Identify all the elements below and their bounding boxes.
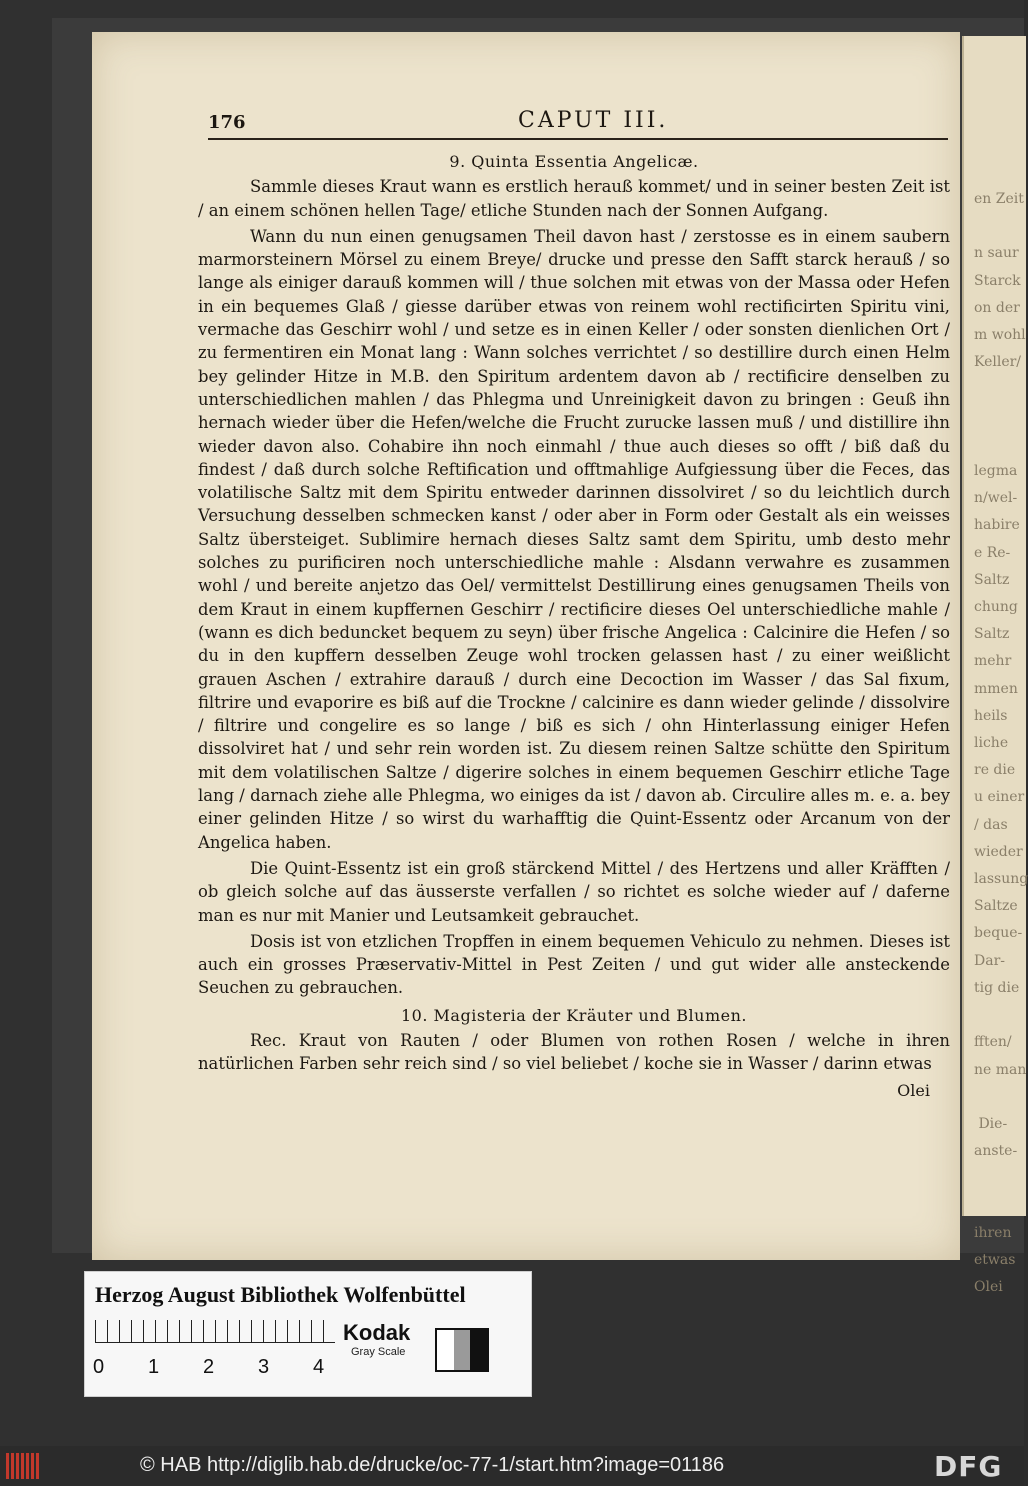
paragraph-recipe: Rec. Kraut von Rauten / oder Blumen von rothen Rosen / welche in ihren natürlichen Farben sehr reich sind / so viel beliebet / koche sie in Wasser / darinn etwas (198, 1030, 950, 1074)
barcode-icon (6, 1453, 40, 1479)
next-page-edge (962, 36, 1028, 1296)
next-page-text-fragment: en Zeit n saur Starck on der m wohl Keller/ legma n/wel- habire e Re- Saltz chung Saltz mehr mmen heils liche re die u einer / das wieder lassung Saltze beque- Dar- tig die fften/ ne man Die- anste- ihren etwas Olei (974, 191, 1028, 1296)
footer-copyright-link[interactable]: © HAB http://diglib.hab.de/drucke/oc-77-1/start.htm?image=01186 (140, 1454, 725, 1476)
library-name: Herzog August Bibliothek Wolfenbüttel (95, 1282, 466, 1307)
ruler-number: 2 (203, 1356, 215, 1378)
dfg-logo: DFG (934, 1450, 1003, 1483)
gray-patch-white (437, 1330, 454, 1370)
gray-patch-black (470, 1330, 487, 1370)
catchword: Olei (897, 1080, 930, 1100)
footer-bar (0, 1446, 1024, 1486)
section-heading-9: 9. Quinta Essentia Angelicæ. (449, 152, 699, 171)
running-head (208, 108, 948, 140)
text-block (198, 150, 950, 1102)
gray-patch-mid (454, 1330, 471, 1370)
ruler-number: 3 (258, 1356, 270, 1378)
chapter-title: CAPUT III. (518, 108, 669, 133)
paragraph-dosis: Dosis ist von etzlichen Tropffen in einem bequemen Vehiculo zu nehmen. Dieses ist auch ein grosses Præservativ-Mittel in Pest Zeiten / und gut wider alle ansteckende Seuchen zu gebrauchen. (198, 931, 950, 998)
ruler-number: 4 (313, 1356, 325, 1378)
ruler-number: 1 (148, 1356, 160, 1378)
section-heading-10: 10. Magisteria der Kräuter und Blumen. (401, 1005, 747, 1025)
scale-ruler (95, 1320, 335, 1343)
gray-scale-patches (435, 1328, 489, 1372)
ruler-number: 0 (93, 1356, 105, 1378)
kodak-brand: Kodak (343, 1320, 411, 1345)
library-label (84, 1271, 532, 1397)
paragraph-procedure: Wann du nun einen genugsamen Theil davon hast / zerstosse es in einem saubern marmorsteinern Mörsel zu einem Breye/ drucke und presse den Safft starck herauß / so lange als einiger darauß kommen will / thue solchen mit etwas von der Massa oder Hefen in ein bequemes Glaß / giesse darüber etwas von reinem wohl rectificirten Spiritu vini, vermache das Geschirr wohl / und setze es in einen Keller / oder sonsten dienlichen Ort / zu fermentiren ein Monat lang : Wann solches verrichtet / so destillire durch einen Helm bey gelinder Hitze in M.B. den Spiritum ardentem davon ab / rectificire denselben zu unterschiedlichen mahlen / das Phlegma und Unreinigkeit davon zu bringen : Geuß ihn hernach wieder über die Hefen/welche die Frucht zurucke lassen muß / und distillire ihn wieder davon also. Cohabire ihn noch einmahl / thue auch dieses so offt / biß daß du findest / daß durch solche Reftification und offtmahlige Aufgiessung über die Feces, das volatilische Saltz mit dem Spiritu entweder darinnen dissolviret / so du leichtlich durch Versuchung desselben schmecken kanst / oder aber in Form oder Gestalt als ein weisses Saltz übersteiget. Sublimire hernach dieses Saltz samt dem Spiritu, umb desto mehr solches zu purificiren noch unterschiedliche mahle : Alsdann verwahre es zusammen wohl / und bereite anjetzo das Oel/ vermittelst Destillirung eines genugsamen Theils von dem Kraut in einem kupffernen Geschirr / rectificire dieses Oel unterschiedliche mahle / (wann es dich beduncket bequem zu seyn) über frische Angelica : Calcinire die Hefen / so du in den kupffern desselben Zeuge wohl trocken gelassen hast / zu einer weißlicht grauen Aschen / extrahire darauß / durch eine Decoction im Wasser / das Sal fixum, filtrire und evaporire es biß auf die Trockne / calcinire es dann wieder gelinde / dissolvire / filtrire und congelire es so lange / biß es sich / ohn Hinterlassung einiger Hefen dissolviret hat / und sehr rein worden ist. Zu diesem reinen Saltze schütte den Spiritum mit dem volatilischen Saltze / digerire solches in einem bequemen Geschirr etliche Tage lang / darnach ziehe alle Phlegma, wo einiges da ist / davon ab. Circulire alles m. e. a. bey einer gelinden Hitze / so wirst du warhafftig die Quint-Essentz oder Arcanum von der Angelica haben. (198, 226, 950, 852)
paragraph-virtue: Die Quint-Essentz ist ein groß stärckend Mittel / des Hertzens und aller Kräfften / ob gleich solche auf das äusserste verfallen / so richtet es solche wieder auf / daferne man es nur mit Manier und Leutsamkeit gebrauchet. (198, 858, 950, 925)
gray-scale-label: Gray Scale (351, 1346, 406, 1358)
page-number: 176 (208, 112, 246, 133)
head-rule (208, 138, 948, 140)
paragraph-collect: Sammle dieses Kraut wann es erstlich herauß kommet/ und in seiner besten Zeit ist / an einem schönen hellen Tage/ etliche Stunden nach der Sonnen Aufgang. (198, 177, 950, 220)
